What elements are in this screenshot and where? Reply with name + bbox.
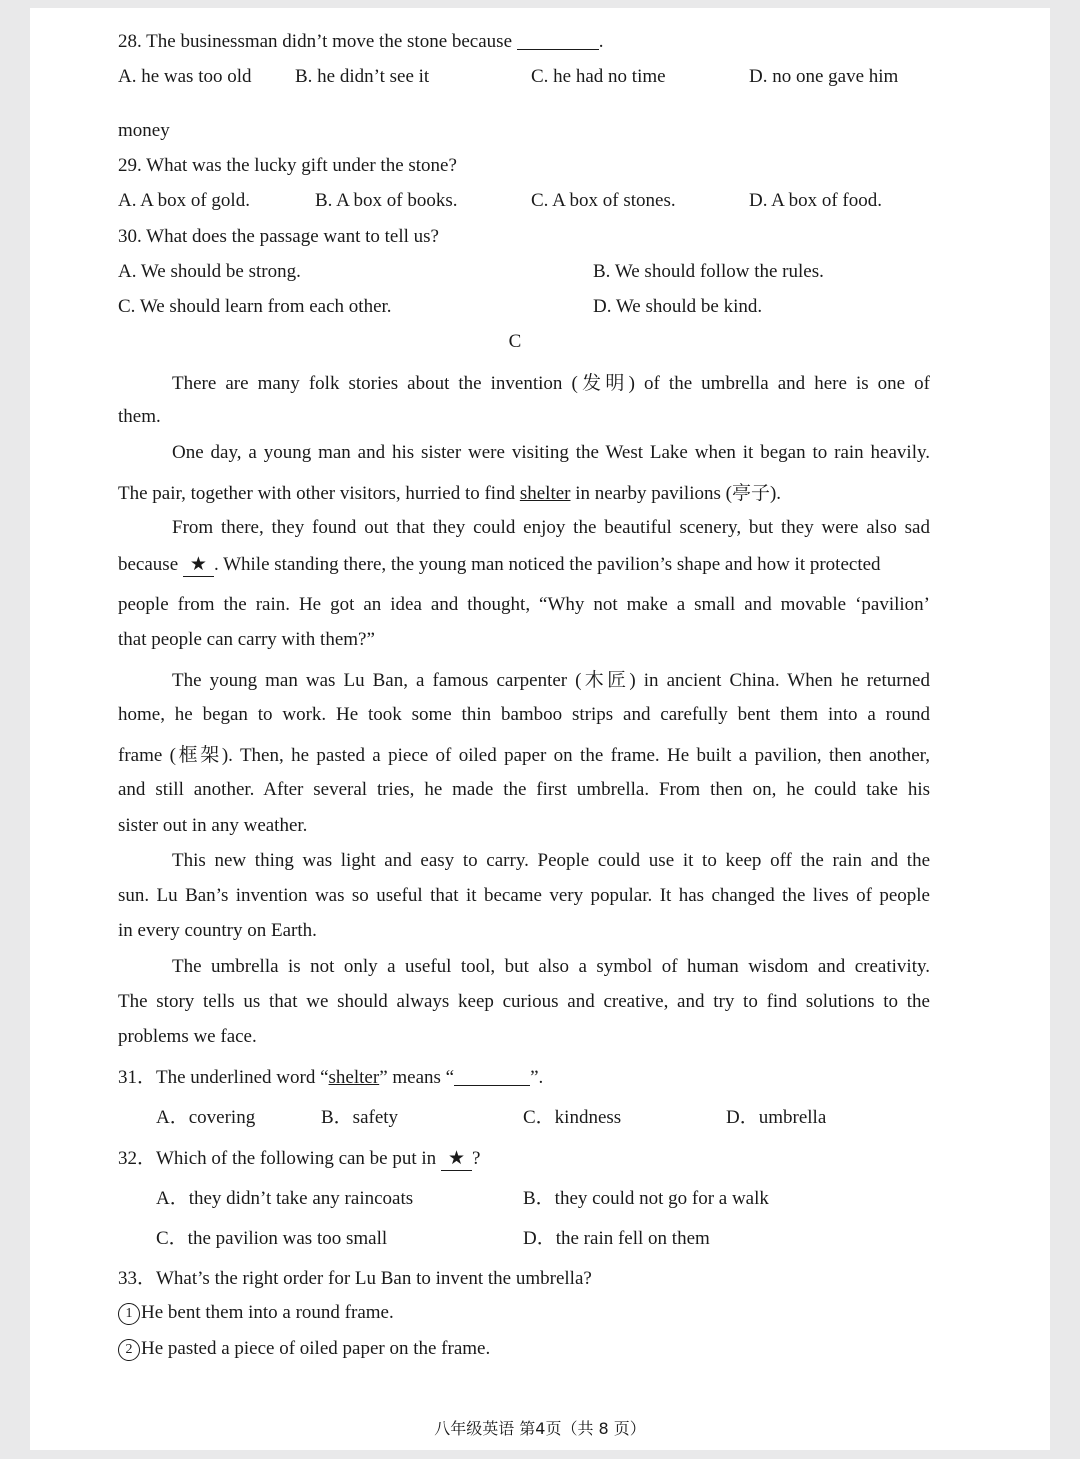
question-28-option-d-continued: money [118,120,170,141]
question-31-option-a: A．covering [156,1107,256,1128]
passage-line: One day, a young man and his sister were visiting the West Lake when it began to rain heavily. [172,442,930,463]
question-33-step-text: He pasted a piece of oiled paper on the frame. [141,1338,491,1359]
question-28 [118,30,604,53]
underlined-word-shelter: shelter [328,1067,380,1088]
question-29-stem: 29. What was the lucky gift under the stone? [118,155,457,176]
star-blank: ★ [183,555,214,577]
passage-line: home, he began to work. He took some thin bamboo strips and carefully bent them into a round [118,704,930,725]
passage-line: in every country on Earth. [118,920,317,941]
passage-line: sun. Lu Ban’s invention was so useful that it became very popular. It has changed the lives of people [118,885,930,906]
question-28-end: . [598,31,604,52]
question-32-option-d: D．the rain fell on them [523,1228,710,1249]
question-30-option-c: C. We should learn from each other. [118,296,392,317]
question-32-option-b: B．they could not go for a walk [523,1188,769,1209]
question-31-text: ”. [530,1067,544,1088]
question-32-text: 32．Which of the following can be put in [118,1148,441,1169]
passage-line: The story tells us that we should always keep curious and creative, and try to find solutions to the [118,991,930,1012]
question-28-stem: 28. The businessman didn’t move the stone because [118,31,512,52]
question-28-option-c: C. he had no time [531,66,666,87]
section-heading: C [508,331,522,352]
passage-line: There are many folk stories about the invention (发明) of the umbrella and here is one of [172,373,930,394]
passage-line: people from the rain. He got an idea and thought, “Why not make a small and movable ‘pavilion’ [118,594,930,615]
underlined-word-shelter: shelter [519,483,571,504]
passage-text: The pair, together with other visitors, hurried to find [118,483,520,504]
question-28-option-d: D. no one gave him [749,66,899,87]
passage-line [118,554,930,577]
question-31-text: ” means “ [379,1067,455,1088]
question-31-text: 31．The underlined word “ [118,1067,329,1088]
question-30-option-d: D. We should be kind. [593,296,763,317]
question-32-text: ? [471,1148,481,1169]
question-31-stem [118,1062,543,1089]
passage-line: that people can carry with them?” [118,629,375,650]
question-28-option-a: A. he was too old [118,66,252,87]
passage-text: because [118,554,183,575]
question-29-option-b: B. A box of books. [315,190,458,211]
question-30-option-a: A. We should be strong. [118,261,301,282]
question-30-stem: 30. What does the passage want to tell us? [118,226,439,247]
question-28-option-b: B. he didn’t see it [295,66,430,87]
question-33-step-text: He bent them into a round frame. [141,1302,394,1323]
circled-number: 1 [118,1303,140,1325]
page-footer: 八年级英语 第4页（共 8 页） [434,1419,646,1438]
passage-line [118,478,781,505]
question-33-step-2 [118,1338,490,1361]
question-29-option-c: C. A box of stones. [531,190,676,211]
exam-page [30,8,1050,1450]
passage-line: them. [118,406,161,427]
question-29-option-a: A. A box of gold. [118,190,250,211]
passage-line: The young man was Lu Ban, a famous carpenter (木匠) in ancient China. When he returned [172,670,930,691]
passage-line: From there, they found out that they could enjoy the beautiful scenery, but they were also sad [172,517,930,538]
circled-number: 2 [118,1339,140,1361]
passage-line: The umbrella is not only a useful tool, but also a symbol of human wisdom and creativity. [172,956,930,977]
passage-line: sister out in any weather. [118,815,308,836]
question-31-option-c: C．kindness [523,1107,622,1128]
question-31-option-b: B．safety [321,1107,399,1128]
passage-line: frame (框架). Then, he pasted a piece of oiled paper on the frame. He built a pavilion, then another, [118,745,930,766]
passage-line: This new thing was light and easy to carry. People could use it to keep off the rain and the [172,850,930,871]
question-31-option-d: D．umbrella [726,1107,827,1128]
answer-blank [517,30,599,50]
question-32-option-c: C．the pavilion was too small [156,1228,388,1249]
passage-text: . While standing there, the young man noticed the pavilion’s shape and how it protected [213,554,881,575]
question-29-option-d: D. A box of food. [749,190,882,211]
question-32-option-a: A．they didn’t take any raincoats [156,1188,414,1209]
star-blank: ★ [441,1149,472,1171]
question-30-option-b: B. We should follow the rules. [593,261,824,282]
question-33-step-1 [118,1302,394,1325]
answer-blank [454,1066,530,1086]
passage-line: problems we face. [118,1026,257,1047]
passage-text: in nearby pavilions (亭子). [570,483,782,504]
question-32-stem [118,1143,480,1171]
question-33-stem: 33．What’s the right order for Lu Ban to invent the umbrella? [118,1268,592,1289]
passage-line: and still another. After several tries, he made the first umbrella. From then on, he could take his [118,779,930,800]
